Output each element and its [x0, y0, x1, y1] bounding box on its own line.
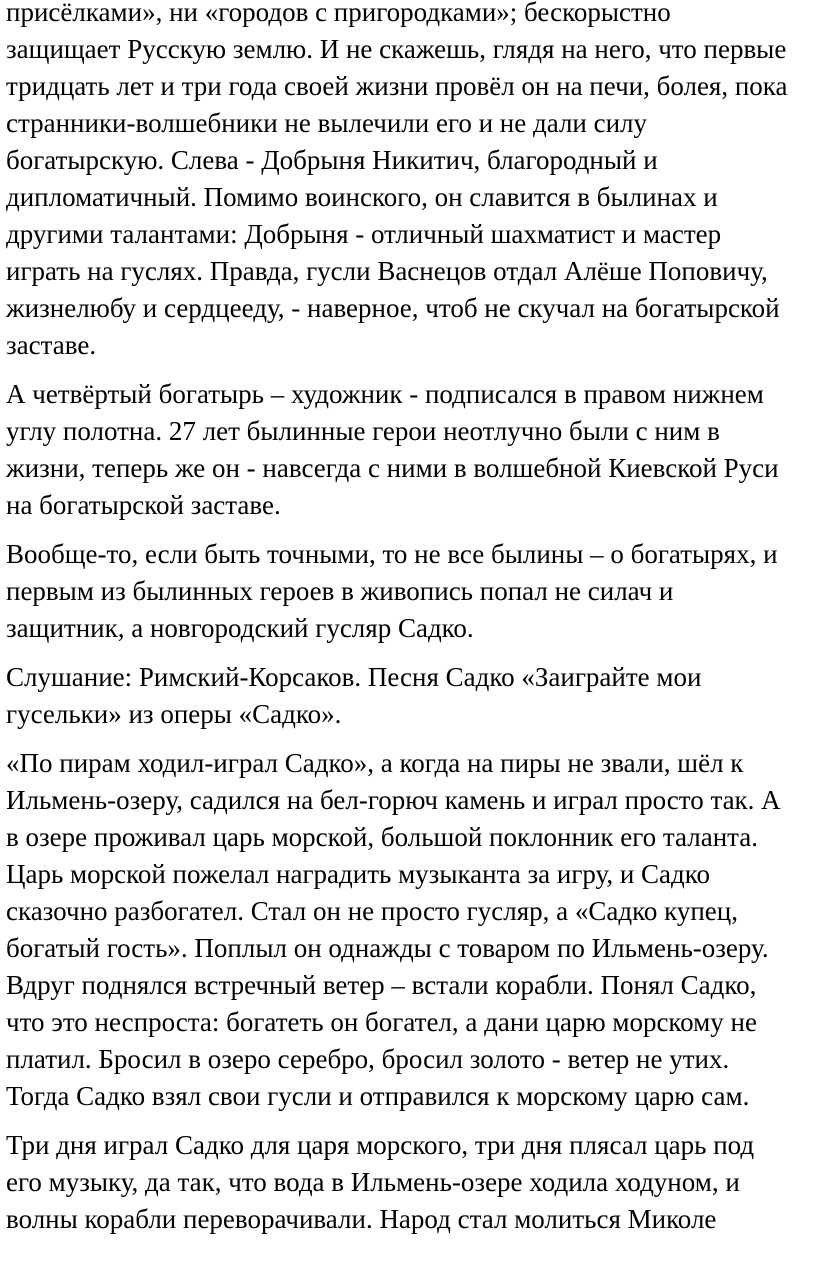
paragraph-sadko-story: «По пирам ходил-играл Садко», а когда на пиры не звали, шёл к Ильмень-озеру, садился на бел-горюч камень и играл просто так. А в озере проживал царь морской, большой поклонник его таланта. Царь морской пожелал наградить музыканта за игру, и Садко сказочно разбогател. Стал он не просто гусляр, а «Садко купец, богатый гость». Поплыл он однажды с товаром по Ильмень-озеру. Вдруг поднялся встречный ветер – встали корабли. Понял Садко, что это неспроста: богатеть он богател, а дани царю морскому не платил. Бросил в озеро серебро, бросил золото - ветер не утих. Тогда Садко взял свои гусли и отправился к морскому царю сам.	[6, 748, 781, 1111]
paragraph-listening: Слушание: Римский-Корсаков. Песня Садко «Заиграйте мои гусельки» из оперы «Садко».	[6, 662, 702, 729]
paragraph-three-days: Три дня играл Садко для царя морского, три дня плясал царь под его музыку, да так, что вода в Ильмень-озере ходила ходуном, и волны корабли переворачивали. Народ стал молиться Миколе	[6, 1130, 755, 1234]
document-text	[6, 0, 816, 1238]
paragraph-sadko-intro: Вообще-то, если быть точными, то не все былины – о богатырях, и первым из былинных героев в живопись попал не силач и защитник, а новгородский гусляр Садко.	[6, 539, 778, 643]
paragraph-ilya-dobrynya-alyosha: присёлками», ни «городов с пригородками»; бескорыстно защищает Русскую землю. И не скажешь, глядя на него, что первые тридцать лет и три года своей жизни провёл он на печи, болея, пока странники-волшебники не вылечили его и не дали силу богатырскую. Слева - Добрыня Никитич, благородный и дипломатичный. Помимо воинского, он славится в былинах и другими талантами: Добрыня - отличный шахматист и мастер играть на гуслях. Правда, гусли Васнецов отдал Алёше Поповичу, жизнелюбу и сердцееду, - наверное, чтоб не скучал на богатырской заставе.	[6, 0, 788, 360]
paragraph-fourth-bogatyr: А четвёртый богатырь – художник - подписался в правом нижнем углу полотна. 27 лет былинные герои неотлучно были с ним в жизни, теперь же он - навсегда с ними в волшебной Киевской Руси на богатырской заставе.	[6, 379, 779, 520]
